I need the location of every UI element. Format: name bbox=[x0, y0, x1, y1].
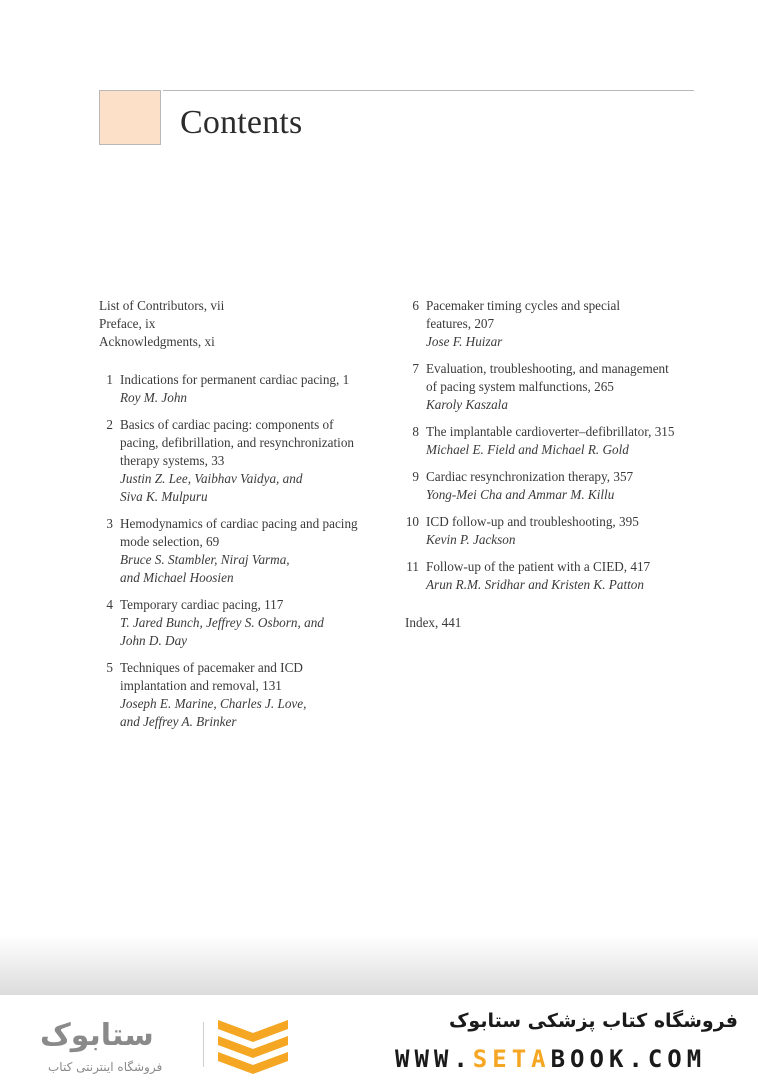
chapter-list-left bbox=[99, 371, 389, 731]
chapter-number: 11 bbox=[406, 559, 419, 574]
website-url[interactable] bbox=[395, 1045, 706, 1073]
chapter-title-line: Hemodynamics of cardiac pacing and pacing bbox=[120, 516, 358, 531]
chapter-entry bbox=[405, 558, 705, 594]
chapter-title-line: ICD follow-up and troubleshooting, 395 bbox=[426, 514, 639, 529]
chapter-authors-line: and Michael Hoosien bbox=[120, 570, 234, 585]
url-suffix: BOOK.COM bbox=[550, 1045, 707, 1073]
shop-name: فروشگاه کتاب پزشکی ستابوک bbox=[448, 1010, 738, 1032]
chapter-authors-line: Justin Z. Lee, Vaibhav Vaidya, and bbox=[120, 471, 303, 486]
url-prefix: WWW. bbox=[395, 1045, 473, 1073]
front-matter-item: Preface, ix bbox=[99, 316, 156, 331]
logo-subtitle: فروشگاه اینترنتی کتاب bbox=[48, 1060, 163, 1074]
chapter-number: 1 bbox=[106, 372, 113, 387]
chapter-entry bbox=[405, 297, 705, 351]
chapter-entry bbox=[99, 515, 389, 587]
chapter-title-line: Evaluation, troubleshooting, and management bbox=[426, 361, 669, 376]
index-entry: Index, 441 bbox=[405, 615, 462, 630]
chapter-number: 9 bbox=[412, 469, 419, 484]
chapter-authors-line: Michael E. Field and Michael R. Gold bbox=[426, 442, 629, 457]
chapter-number: 2 bbox=[106, 417, 113, 432]
chapter-entry bbox=[99, 659, 389, 731]
chapter-title-line: therapy systems, 33 bbox=[120, 453, 225, 468]
logo-wordmark: ستابوک bbox=[40, 1018, 154, 1053]
chapter-authors-line: Yong-Mei Cha and Ammar M. Killu bbox=[426, 487, 615, 502]
front-matter-item: Acknowledgments, xi bbox=[99, 334, 215, 349]
chapter-authors-line: Siva K. Mulpuru bbox=[120, 489, 208, 504]
chapter-number: 6 bbox=[412, 298, 419, 313]
chapter-title-line: Follow-up of the patient with a CIED, 417 bbox=[426, 559, 651, 574]
chapter-authors-line: T. Jared Bunch, Jeffrey S. Osborn, and bbox=[120, 615, 324, 630]
chapter-number: 8 bbox=[412, 424, 419, 439]
chapter-number: 4 bbox=[106, 597, 113, 612]
chapter-title-line: mode selection, 69 bbox=[120, 534, 220, 549]
chapter-authors-line: Arun R.M. Sridhar and Kristen K. Patton bbox=[426, 577, 644, 592]
contents-right-column bbox=[405, 297, 705, 632]
chapter-number: 3 bbox=[106, 516, 113, 531]
chapter-entry bbox=[99, 596, 389, 650]
chapter-title-line: Temporary cardiac pacing, 117 bbox=[120, 597, 284, 612]
page-bottom-shadow bbox=[0, 935, 758, 995]
front-matter-list bbox=[99, 297, 389, 351]
chapter-title-line: Techniques of pacemaker and ICD bbox=[120, 660, 303, 675]
chapter-number: 5 bbox=[106, 660, 113, 675]
chapter-title-line: of pacing system malfunctions, 265 bbox=[426, 379, 614, 394]
chapter-number: 7 bbox=[412, 361, 419, 376]
header-rule bbox=[163, 90, 694, 91]
chapter-title-line: Indications for permanent cardiac pacing, 1 bbox=[120, 372, 350, 387]
chapter-title-line: The implantable cardioverter–defibrillator, 315 bbox=[426, 424, 675, 439]
chapter-title-line: implantation and removal, 131 bbox=[120, 678, 282, 693]
logo-divider bbox=[203, 1022, 204, 1067]
chapter-title-line: pacing, defibrillation, and resynchronization bbox=[120, 435, 355, 450]
chapter-authors-line: John D. Day bbox=[120, 633, 188, 648]
chapter-title-line: Cardiac resynchronization therapy, 357 bbox=[426, 469, 634, 484]
chapter-entry bbox=[405, 423, 705, 459]
chapter-number: 10 bbox=[405, 514, 419, 529]
chapter-authors-line: Bruce S. Stambler, Niraj Varma, bbox=[120, 552, 290, 567]
book-stack-logo-icon bbox=[213, 1015, 293, 1075]
chapter-authors-line: and Jeffrey A. Brinker bbox=[120, 714, 237, 729]
chapter-entry bbox=[405, 468, 705, 504]
chapter-entry bbox=[405, 513, 705, 549]
chapter-authors-line: Karoly Kaszala bbox=[426, 397, 508, 412]
chapter-entry bbox=[99, 371, 389, 407]
page-title: Contents bbox=[180, 104, 303, 141]
chapter-entry bbox=[405, 360, 705, 414]
chapter-title-line: features, 207 bbox=[426, 316, 495, 331]
chapter-authors-line: Jose F. Huizar bbox=[426, 334, 503, 349]
contents-left-column bbox=[99, 297, 389, 740]
chapter-entry bbox=[99, 416, 389, 506]
chapter-authors-line: Joseph E. Marine, Charles J. Love, bbox=[120, 696, 307, 711]
chapter-list-right bbox=[405, 297, 705, 594]
chapter-authors-line: Kevin P. Jackson bbox=[426, 532, 516, 547]
url-highlight: SETA bbox=[472, 1045, 551, 1073]
chapter-title-line: Basics of cardiac pacing: components of bbox=[120, 417, 334, 432]
chapter-authors-line: Roy M. John bbox=[120, 390, 188, 405]
front-matter-item: List of Contributors, vii bbox=[99, 298, 225, 313]
header-color-block bbox=[99, 90, 161, 145]
chapter-title-line: Pacemaker timing cycles and special bbox=[426, 298, 621, 313]
